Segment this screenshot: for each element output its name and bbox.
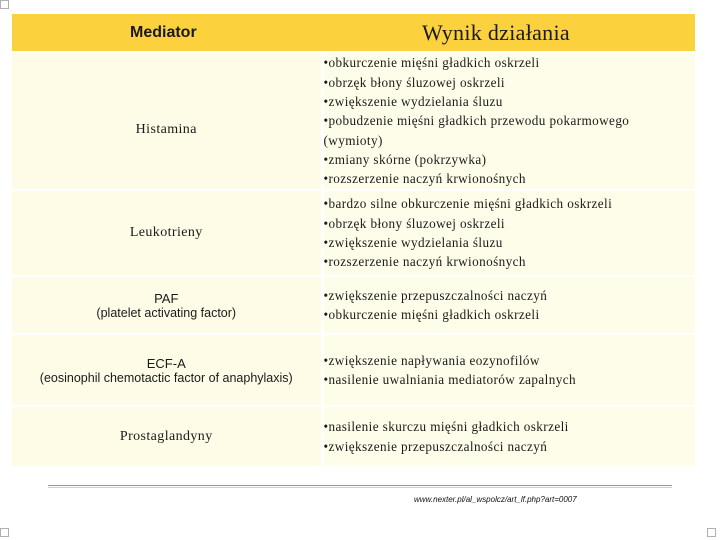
mediator-subtitle: (eosinophil chemotactic factor of anaphylaxis) [39, 370, 293, 385]
effect-item: •zwiększenie przepuszczalności naczyń [323, 287, 548, 303]
effect-item: •zwiększenie wydzielania śluzu [323, 235, 503, 250]
slide-frame-corner [0, 528, 9, 537]
effect-item: •obkurczenie mięśni gładkich oskrzeli [323, 307, 540, 322]
mediator-name: Leukotrieny [129, 225, 203, 240]
effect-item: •bardzo silne obkurczenie mięśni gładkich oskrzeli [323, 196, 613, 212]
effect-item: •pobudzenie mięśni gładkich przewodu pokarmowego [323, 113, 630, 129]
effect-item: •obrzęk błony śluzowej oskrzeli [323, 215, 505, 231]
effects-cell [322, 406, 695, 466]
effect-item: (wymioty) [323, 132, 383, 148]
effects-cell [322, 334, 695, 406]
header-effect: Wynik działania [322, 14, 695, 52]
effect-item: •nasilenie skurczu mięśni gładkich oskrzeli [323, 419, 569, 435]
table-row [12, 276, 695, 334]
table-row [12, 334, 695, 406]
mediator-name: ECF-A [146, 355, 186, 371]
effect-item: •obkurczenie mięśni gładkich oskrzeli [323, 55, 540, 71]
mediator-name: PAF [154, 290, 179, 306]
effect-item: •zwiększenie przepuszczalności naczyń [323, 438, 548, 454]
mediator-name: Prostaglandyny [119, 428, 213, 444]
footer-divider [48, 485, 672, 486]
table-row [12, 190, 695, 276]
table-header-row [12, 14, 695, 52]
effect-item: •rozszerzenie naczyń krwionośnych [323, 171, 526, 187]
source-url: www.nexter.pl/al_wspolcz/art_lf.php?art=0007 [414, 495, 577, 504]
table-row [12, 406, 695, 466]
mediator-subtitle: (platelet activating factor) [96, 305, 237, 320]
effect-item: •zwiększenie napływania eozynofilów [323, 352, 540, 368]
effect-item: •zmiany skórne (pokrzywka) [323, 151, 487, 167]
effect-item: •zwiększenie wydzielania śluzu [323, 94, 503, 110]
table-row [12, 52, 695, 190]
effects-cell [322, 190, 695, 276]
effects-cell [322, 276, 695, 334]
mediators-table [12, 14, 695, 466]
mediator-cell [12, 276, 322, 334]
footer-divider [48, 487, 672, 488]
mediator-cell [12, 190, 322, 276]
mediator-cell [12, 406, 322, 466]
effect-item: •nasilenie uwalniania mediatorów zapalnych [323, 372, 576, 387]
mediator-name: Histamina [135, 122, 197, 137]
mediator-cell [12, 52, 322, 190]
slide-frame-corner [707, 528, 716, 537]
effect-item: •rozszerzenie naczyń krwionośnych [323, 254, 526, 270]
slide-frame-corner [0, 0, 9, 9]
effects-cell [322, 52, 695, 190]
mediator-cell [12, 334, 322, 406]
effect-item: •obrzęk błony śluzowej oskrzeli [323, 74, 505, 90]
header-mediator: Mediator [12, 14, 322, 52]
